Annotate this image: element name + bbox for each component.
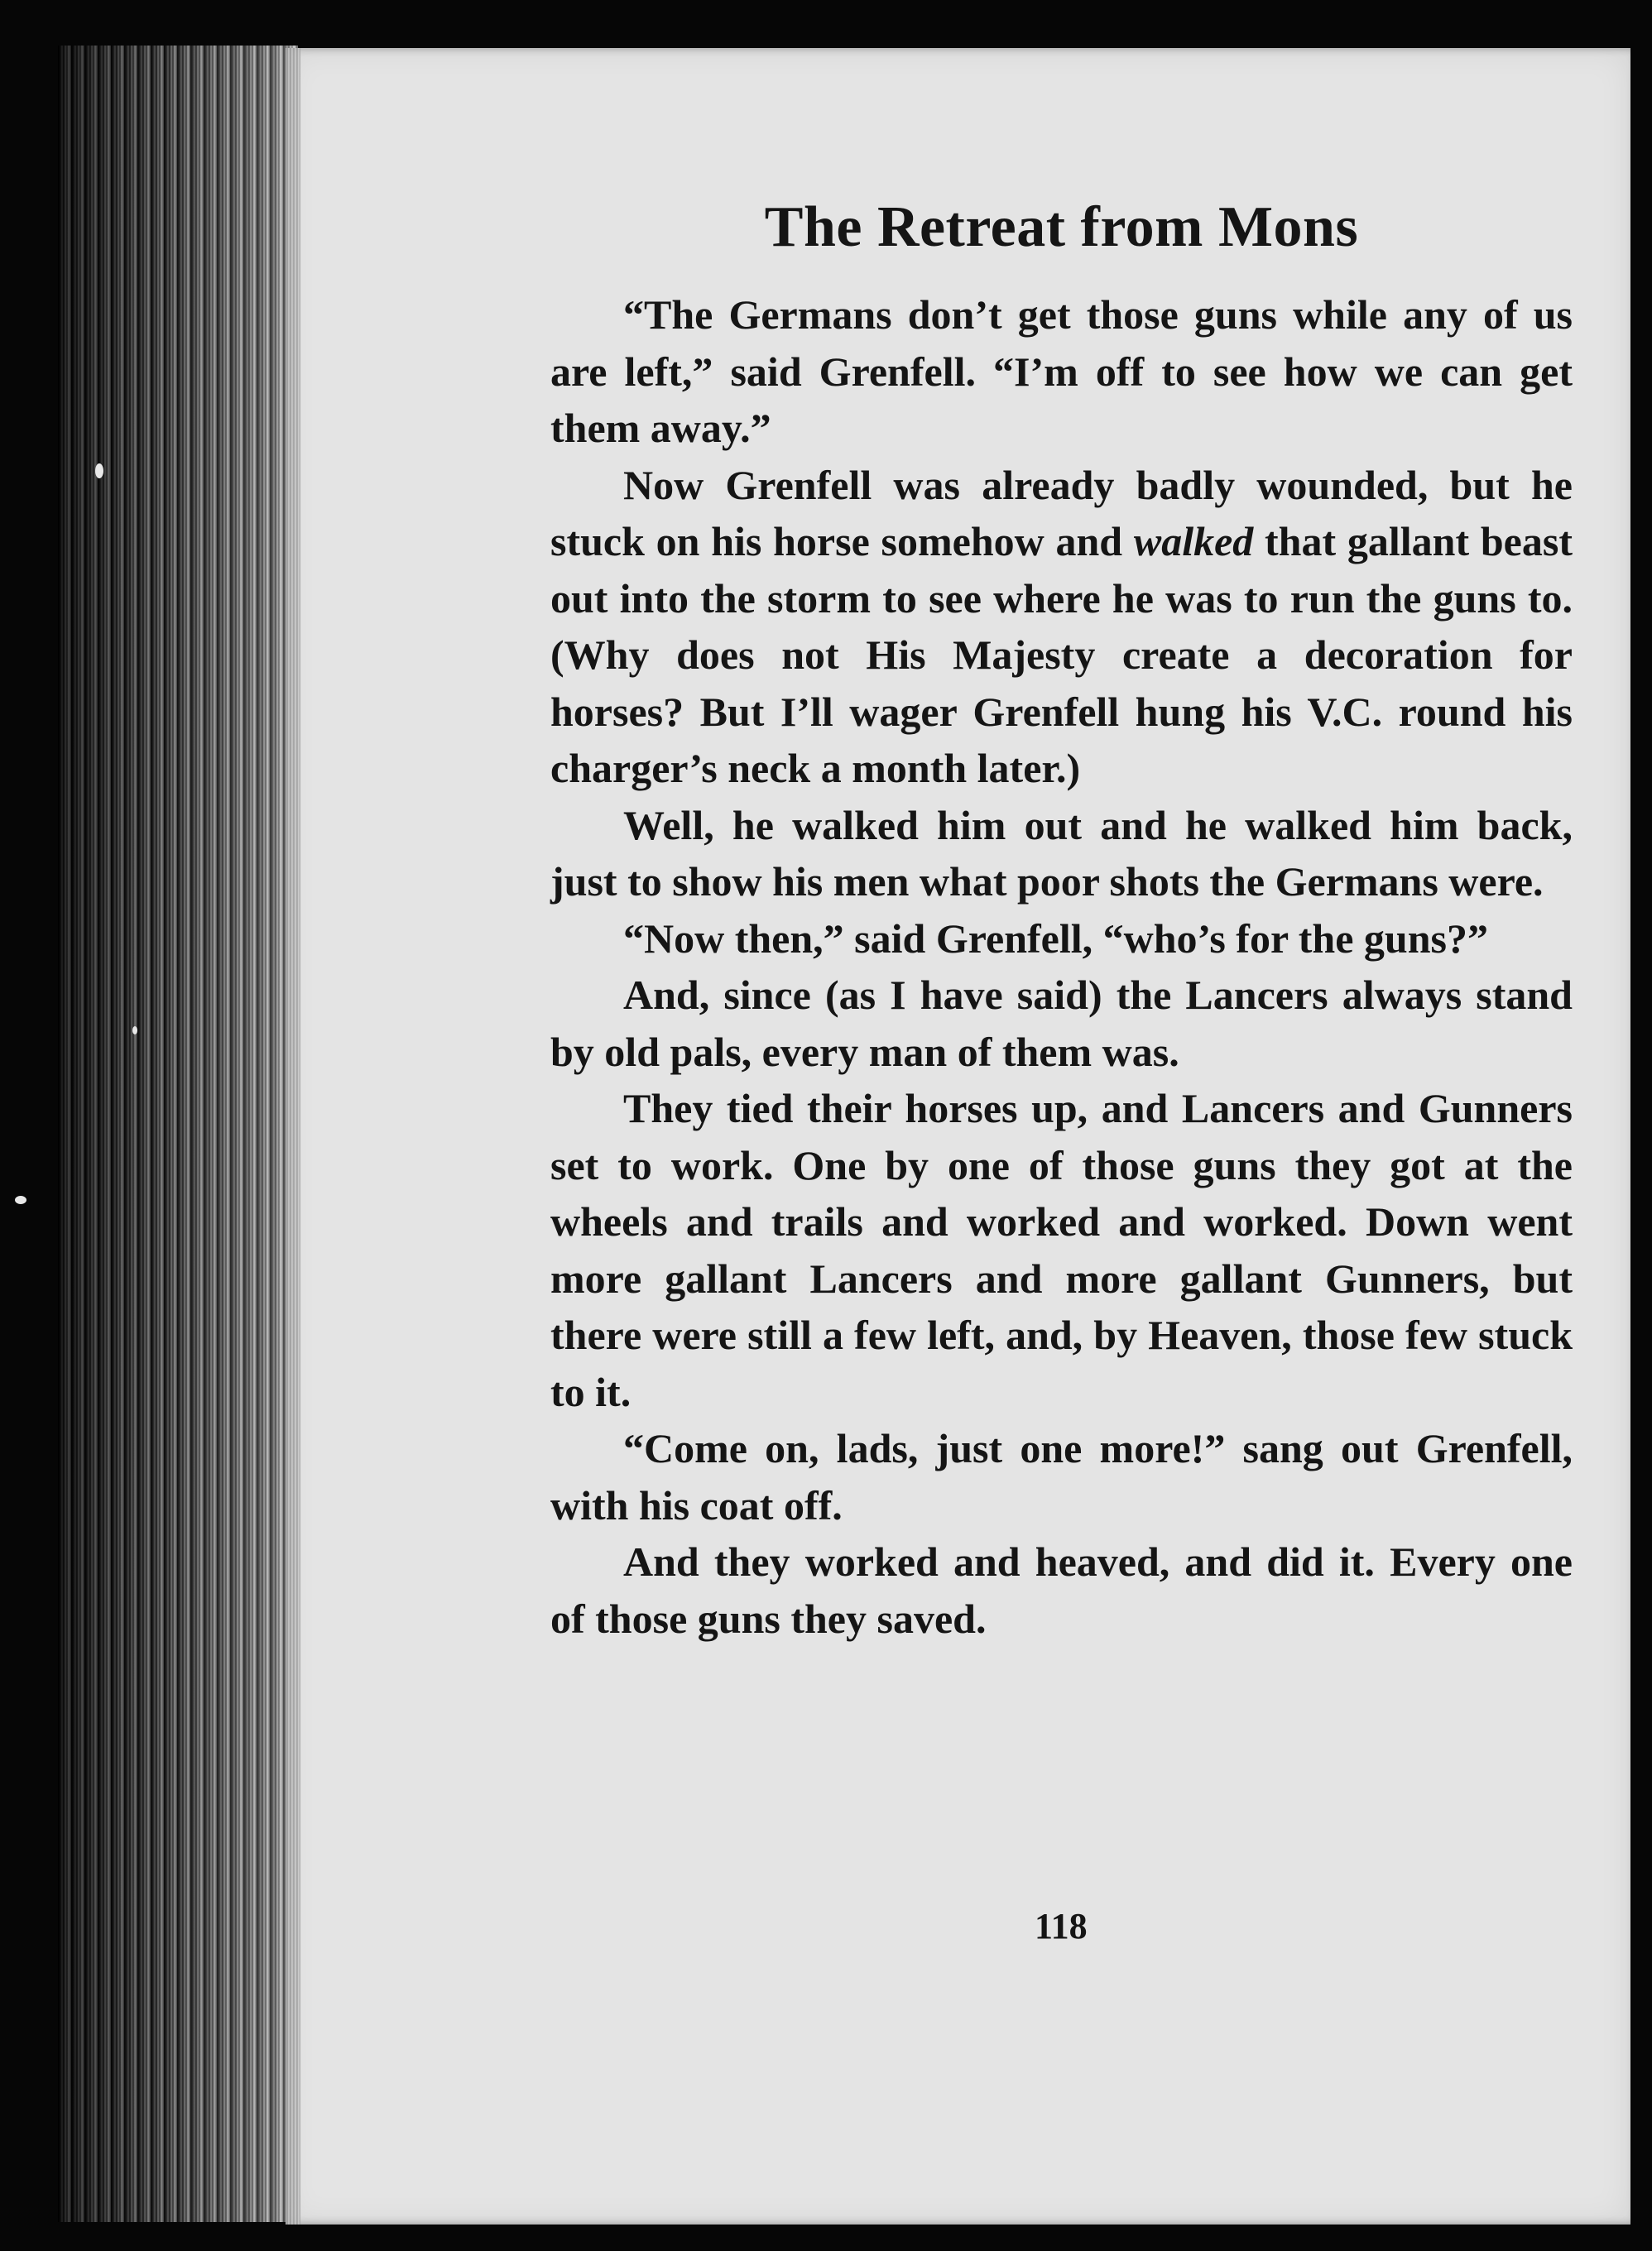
paragraph	[550, 797, 1573, 910]
paragraph	[550, 1080, 1573, 1420]
paragraph	[550, 457, 1573, 797]
paragraph-text: “The Germans don’t get those guns while any of us are left,” said Grenfell. “I’m off to see how we can get them away.”	[550, 291, 1573, 451]
page-edges	[58, 46, 298, 2222]
page-number: 118	[1035, 1906, 1088, 1946]
paragraph-text-continued: that gallant beast out into the storm to see where he was to run the guns to. (Why does not His Majesty create a decoration for horses? But I’ll wager Grenfell hung his V.C. round his charger’s neck a month later.)	[550, 518, 1573, 791]
paragraph-emphasis: walked	[1133, 518, 1254, 564]
page-gutter-edge	[286, 48, 300, 2225]
paragraph-text: “Now then,” said Grenfell, “who’s for the guns?”	[623, 914, 1488, 962]
paragraph-text: And, since (as I have said) the Lancers always stand by old pals, every man of them was.	[550, 972, 1573, 1075]
scan-speck	[15, 1196, 26, 1204]
paragraph	[550, 1533, 1573, 1647]
paragraph-text: “Come on, lads, just one more!” sang out Grenfell, with his coat off.	[550, 1425, 1573, 1529]
running-head: The Retreat from Mons	[764, 195, 1359, 259]
paragraph	[550, 1420, 1573, 1533]
paragraph-text: And they worked and heaved, and did it. Every one of those guns they saved.	[550, 1538, 1573, 1642]
paragraph-text: Well, he walked him out and he walked him back, just to show his men what poor shots the Germans were.	[550, 801, 1573, 905]
paragraph	[550, 967, 1573, 1080]
paragraph	[550, 910, 1573, 967]
paragraph-text: They tied their horses up, and Lancers and Gunners set to work. One by one of those guns they got at the wheels and trails and worked and worked. Down went more gallant Lancers and more gallant Gunners, but there were still a few left, and, by Heaven, those few stuck to it.	[550, 1085, 1573, 1415]
scan-speck	[132, 1026, 137, 1034]
paragraph-text: Now Grenfell was already badly wounded, but he stuck on his horse somehow and	[550, 461, 1573, 564]
text-block	[550, 190, 1573, 1647]
paragraph	[550, 286, 1573, 457]
scan-speck	[95, 463, 103, 478]
